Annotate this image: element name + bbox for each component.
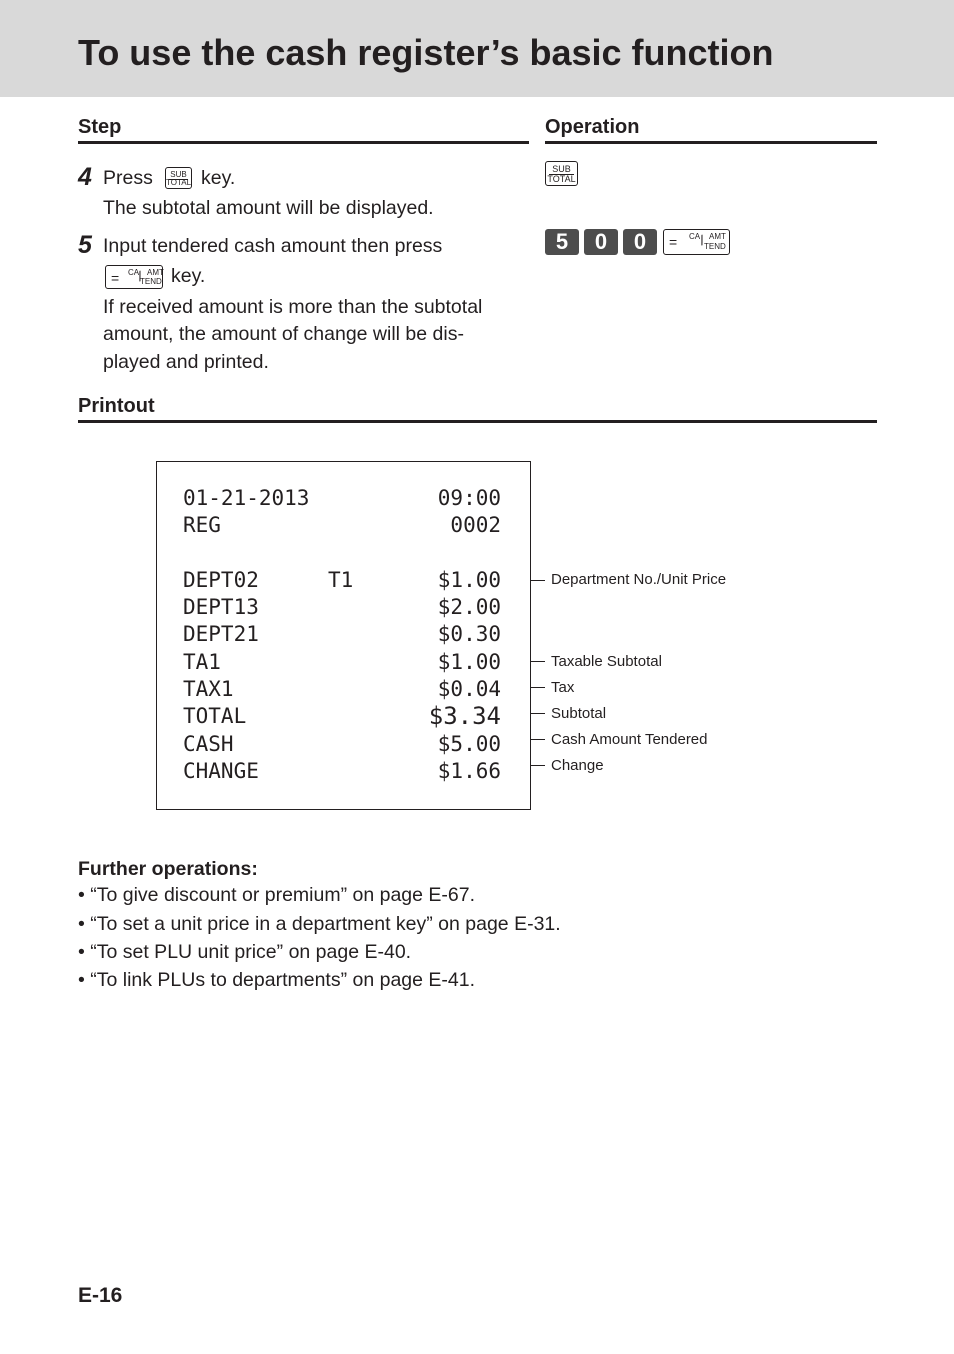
further-operations-link: • “To link PLUs to departments” on page E-41. (78, 969, 476, 991)
receipt-line-label: TAX1 (183, 677, 234, 701)
step-4-press: Press (103, 167, 153, 189)
callout-subtotal: Subtotal (551, 705, 607, 722)
receipt-line-label: TA1 (183, 650, 221, 674)
further-operations-link: • “To set PLU unit price” on page E-40. (78, 941, 412, 963)
page-number: E-16 (78, 1284, 123, 1307)
receipt-line-amount: $1.00 (437, 650, 501, 674)
operation-rule (545, 141, 877, 144)
step-4-description: The subtotal amount will be displayed. (103, 197, 434, 219)
receipt-line-label: DEPT21 (183, 622, 259, 646)
callout-taxable-subtotal: Taxable Subtotal (551, 653, 662, 670)
operation-tend-key-icon: = CA / AMT TEND (663, 229, 730, 255)
step-5-number: 5 (78, 231, 92, 259)
printout-header: Printout (78, 395, 155, 417)
step-5-line-1: If received amount is more than the subtotal (103, 296, 483, 318)
callout-cash-tendered: Cash Amount Tendered (551, 731, 708, 748)
receipt-line-amount: $1.00 (437, 568, 501, 592)
receipt-line-amount: $0.30 (437, 622, 501, 646)
callout-leader-line (531, 687, 545, 688)
receipt-line-label: DEPT13 (183, 595, 259, 619)
step-5-instruction: Input tendered cash amount then press (103, 235, 443, 257)
receipt-line-label: DEPT02 (183, 568, 259, 592)
step-header: Step (78, 116, 122, 138)
receipt-time: 09:00 (437, 486, 501, 510)
callout-department: Department No./Unit Price (551, 571, 727, 588)
callout-tax: Tax (551, 679, 575, 696)
step-4-number: 4 (78, 163, 92, 191)
receipt-line-amount: $0.04 (437, 677, 501, 701)
receipt-line-label: CHANGE (183, 759, 259, 783)
receipt-line-amount: $1.66 (437, 759, 501, 783)
step-5-line-3: played and printed. (103, 351, 269, 373)
subtotal-key-icon: SUB TOTAL (165, 167, 192, 189)
receipt-line-label: CASH (183, 732, 234, 756)
receipt-mode: REG (183, 513, 221, 537)
receipt-line-amount: $2.00 (437, 595, 501, 619)
receipt-total-amount: $3.34 (428, 702, 501, 730)
receipt-line-label: TOTAL (183, 704, 247, 728)
page-title: To use the cash register’s basic function (78, 32, 774, 73)
further-operations-heading: Further operations: (78, 858, 258, 880)
operation-subtotal-key-icon: SUB TOTAL (545, 161, 578, 186)
printout-rule (78, 420, 877, 423)
step-rule (78, 141, 529, 144)
receipt-line-amount: $5.00 (437, 732, 501, 756)
receipt-consecutive-no: 0002 (450, 513, 501, 537)
callout-leader-line (531, 661, 545, 662)
callout-leader-line (531, 739, 545, 740)
callout-change: Change (551, 757, 604, 774)
digit-key-5: 5 (545, 229, 579, 255)
step-5-key-suffix: key. (171, 265, 206, 287)
further-operations-link: • “To set a unit price in a department key” on page E-31. (78, 913, 561, 935)
step-4-key-suffix: key. (201, 167, 236, 189)
receipt-date: 01-21-2013 (183, 486, 310, 510)
receipt-line-tax-status: T1 (328, 568, 354, 592)
callout-leader-line (531, 713, 545, 714)
digit-key-0-second: 0 (623, 229, 657, 255)
tend-key-icon: = CA / AMT TEND (105, 265, 163, 289)
callout-leader-line (531, 765, 545, 766)
operation-header: Operation (545, 116, 640, 138)
digit-key-0: 0 (584, 229, 618, 255)
step-5-line-2: amount, the amount of change will be dis- (103, 323, 464, 345)
further-operations-link: • “To give discount or premium” on page E-67. (78, 884, 476, 906)
callout-leader-line (531, 580, 545, 581)
